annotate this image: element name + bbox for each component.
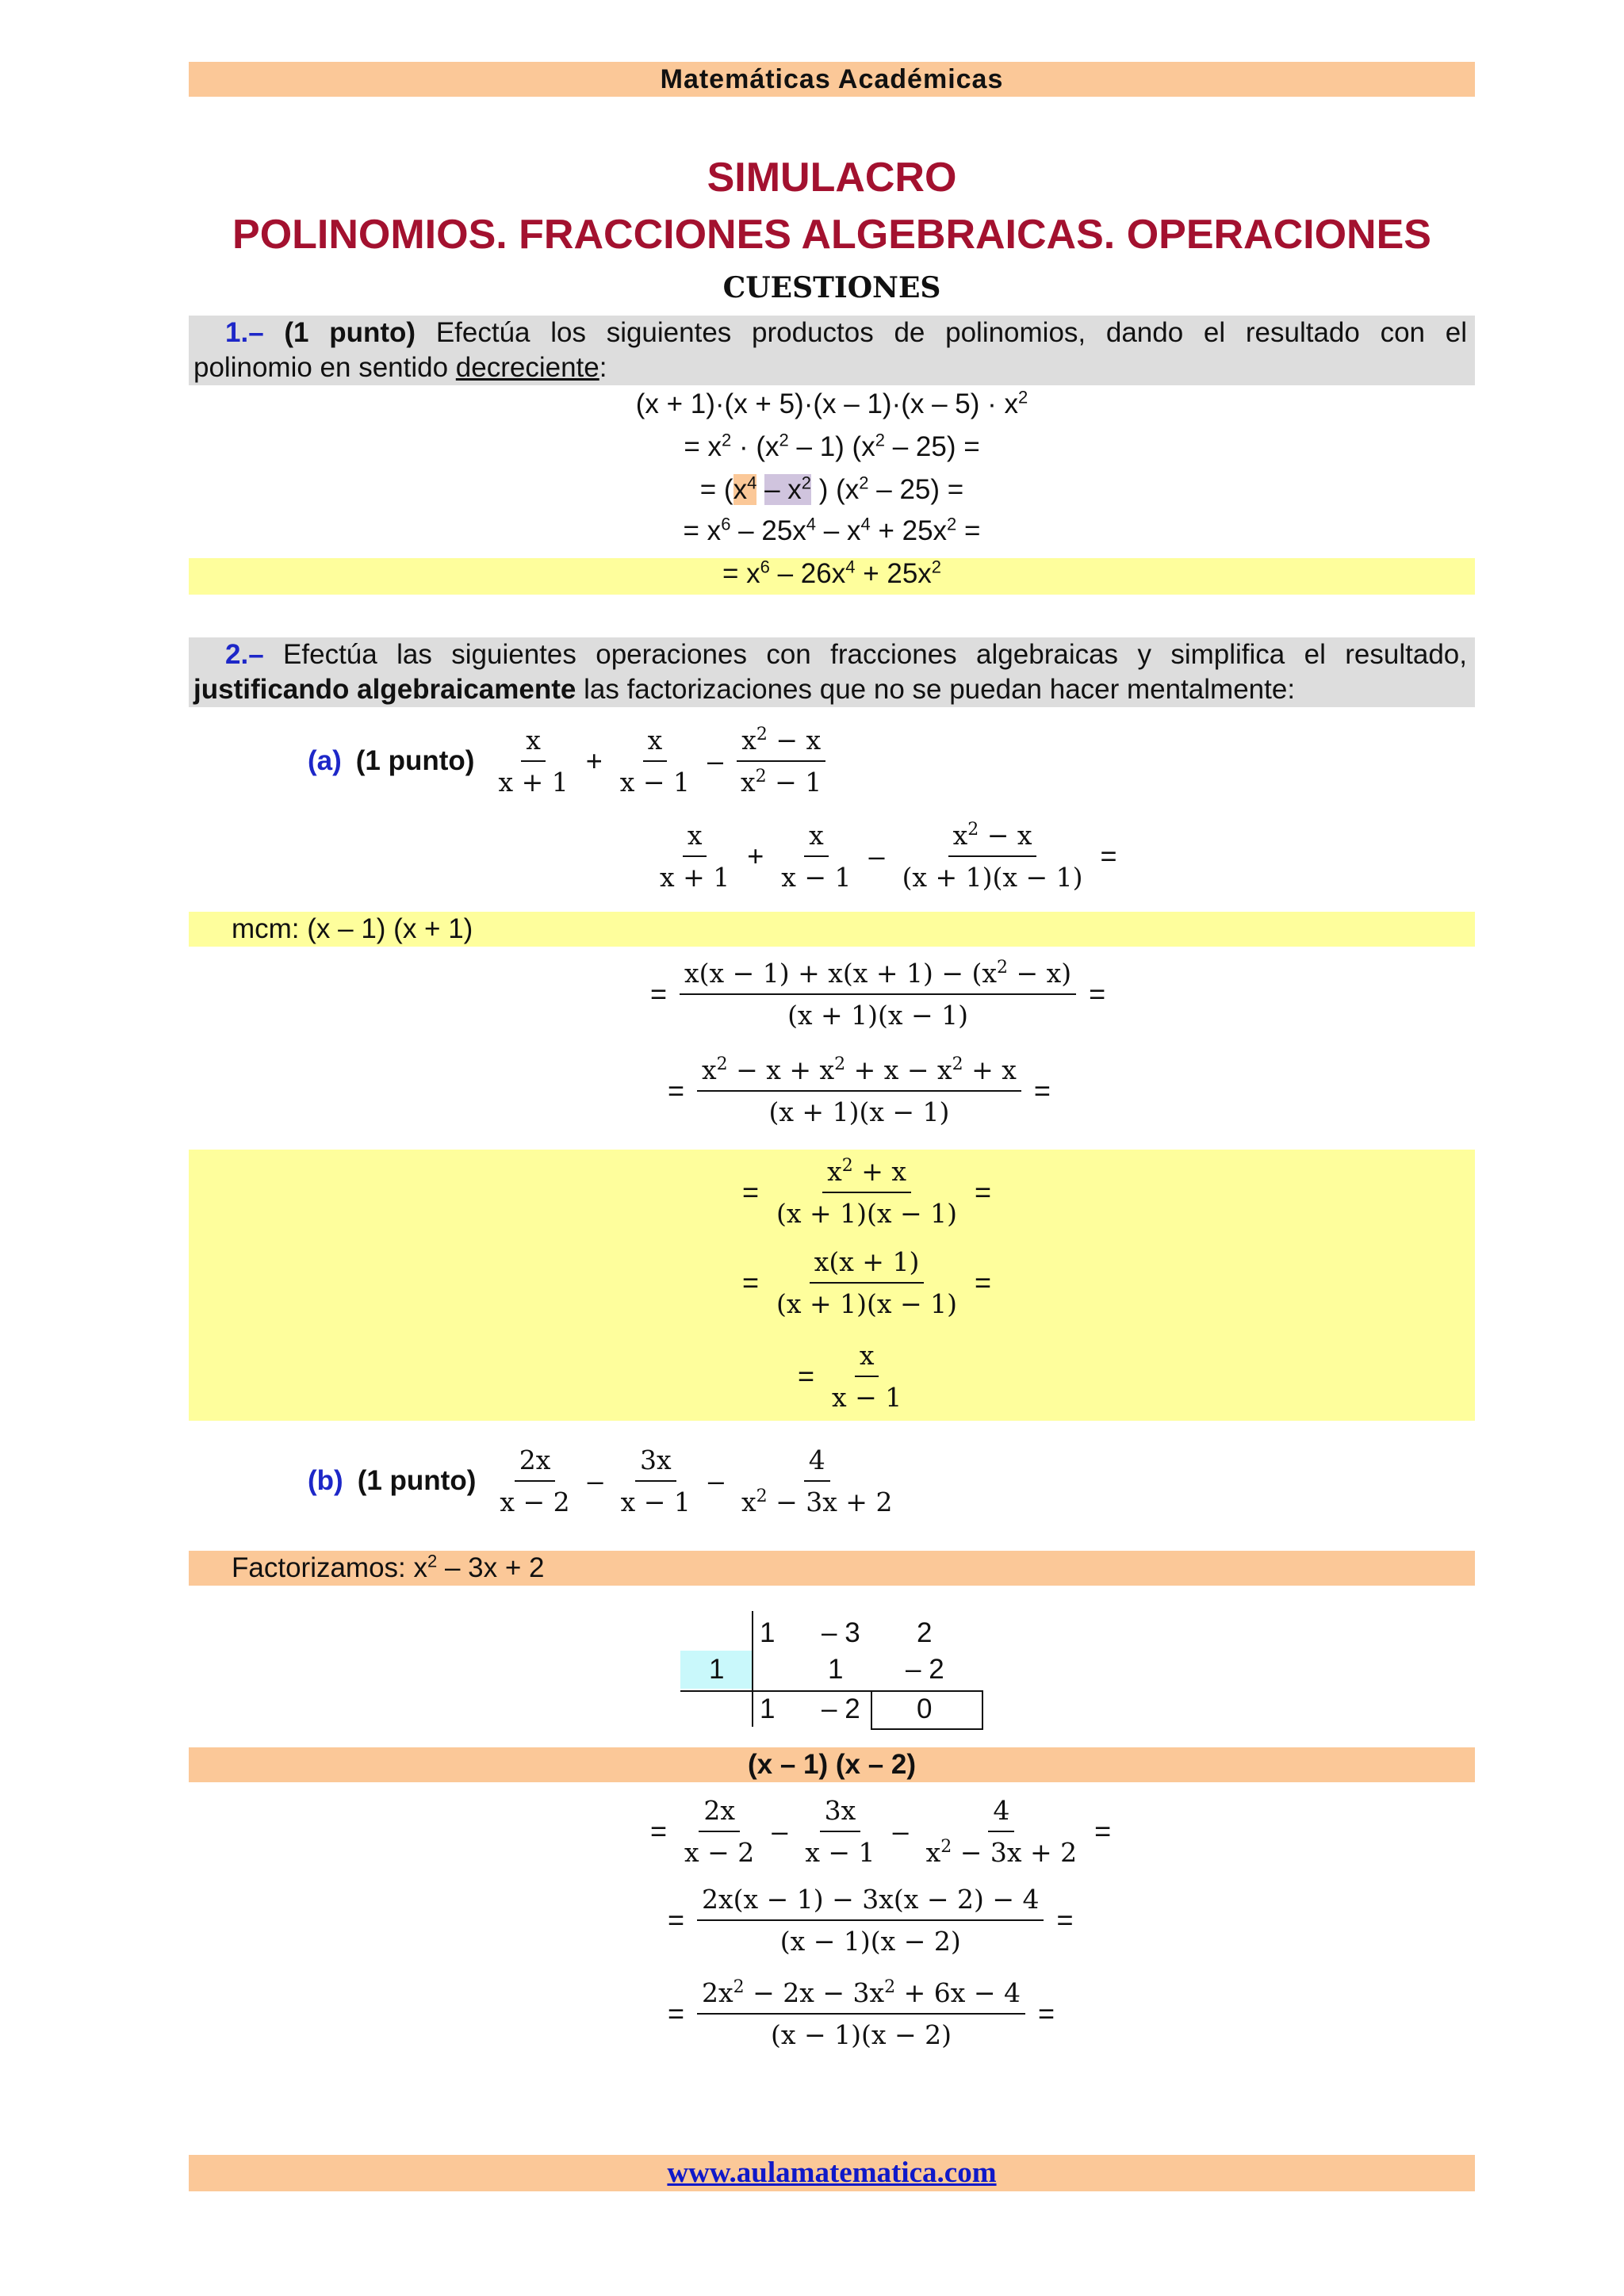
q2b-step2: = $\frac{2x(x - 1) - 3x(x - 2) - 4}{(x - 1)(x - 2)}$ =	[668, 1884, 1074, 1957]
q2b-step3: = $\frac{2x^2 - 2x - 3x^2 + 6x - 4}{(x - 1)(x - 2)}$ =	[668, 1977, 1055, 2050]
q2a-label: (a)	[308, 745, 342, 776]
q1-statement-line2	[193, 350, 607, 385]
q1-text-c: :	[599, 352, 607, 383]
q2-statement-line1	[193, 637, 1467, 672]
q2b-statement: (b) (1 punto) $\frac{2x}{x - 2}$ – $\frac{3x}{x - 1}$ – $\frac{4}{x^2 - 3x + 2}$	[308, 1445, 893, 1517]
q1-step2: = $x^2 \cdot (x^2 - 1)$ $(x^2 - 25)$ =	[684, 430, 980, 462]
q2b-label: (b)	[308, 1465, 343, 1496]
q1-statement-line1	[193, 316, 1467, 350]
q1-step4: = $x^6 - 25x^4 - x^4 + 25x^2$ =	[683, 514, 981, 546]
ruffini-result: 1	[760, 1693, 776, 1724]
ruffini-remainder: 0	[917, 1693, 933, 1724]
q1-step1: $(x + 1)\cdot(x + 5)\cdot(x - 1)\cdot(x - 5) \cdot x^2$	[635, 387, 1028, 419]
mcm-text: mcm: (x – 1) (x + 1)	[232, 913, 473, 944]
q1-underlined: decreciente	[455, 352, 599, 383]
ruffini-coef: 2	[917, 1617, 933, 1648]
title-topic: POLINOMIOS. FRACCIONES ALGEBRAICAS. OPERACIONES	[232, 212, 1431, 258]
ruffini-vline	[752, 1611, 753, 1727]
q2-number: 2.–	[225, 639, 264, 670]
ruffini-root: 1	[709, 1654, 725, 1685]
q2a-step4: = $\frac{x^2 + x}{(x + 1)(x - 1)}$ =	[742, 1156, 992, 1229]
q1-step3: = ($x^4 - x^2$ ) $(x^2 - 25)$ =	[699, 473, 964, 505]
footer-link[interactable]: www.aulamatematica.com	[667, 2156, 997, 2189]
q1-result: = $x^6 - 26x^4 + 25x^2$	[722, 557, 942, 589]
factorizamos-poly: – 3x + 2	[437, 1552, 545, 1583]
header-title: Matemáticas Académicas	[660, 64, 1004, 94]
q2a-step2: = $\frac{x(x - 1) + x(x + 1) - (x^2 - x)}{(x + 1)(x - 1)}$ =	[650, 958, 1106, 1031]
q2b-points: (1 punto)	[357, 1465, 477, 1496]
q2-text: Efectúa las siguientes operaciones con fracciones algebraicas y simplifica el resultado,	[283, 639, 1467, 670]
factorizamos-text: Factorizamos: $x^2 - 3x + 2$	[232, 1551, 545, 1583]
ruffini-coef: 1	[760, 1617, 776, 1648]
fraction: $\frac{x^2 - x}{x^2 - 1}$	[736, 725, 826, 798]
ruffini-mid: 1	[828, 1654, 844, 1685]
ruffini-result: – 2	[822, 1693, 860, 1724]
q2a-result: = $\frac{x}{x - 1}$	[798, 1340, 902, 1413]
ruffini-mid: – 2	[906, 1654, 944, 1685]
q2a-points: (1 punto)	[355, 745, 475, 776]
section-heading: CUESTIONES	[722, 271, 941, 304]
q1-text-b: polinomio en sentido	[193, 352, 449, 383]
factor-result: (x – 1) (x – 2)	[747, 1749, 917, 1780]
q2a-statement: (a) (1 punto) $\frac{x}{x + 1}$ + $\frac{x}{x - 1}$ – $\frac{x^2 - x}{x^2 - 1}$	[308, 725, 831, 798]
q1-text: Efectúa los siguientes productos de polinomios, dando el resultado con el	[435, 317, 1467, 348]
q2a-step1: $\frac{x}{x + 1}$ + $\frac{x}{x - 1}$ – $\frac{x^2 - x}{(x + 1)(x - 1)}$ =	[660, 820, 1117, 893]
title-simulacro: SIMULACRO	[707, 155, 957, 201]
fraction: $\frac{x}{x - 1}$	[619, 725, 690, 798]
q2-text-b: las factorizaciones que no se puedan hacer mentalmente:	[584, 674, 1296, 705]
q2a-step3: = $\frac{x^2 - x + x^2 + x - x^2 + x}{(x + 1)(x - 1)}$ =	[668, 1054, 1051, 1127]
q1-points: (1 punto)	[284, 317, 416, 348]
q1-number: 1.–	[225, 317, 264, 348]
q2b-step1: = $\frac{2x}{x - 2}$ – $\frac{3x}{x - 1}$ – $\frac{4}{x^2 - 3x + 2}$ =	[650, 1795, 1112, 1868]
page-footer	[189, 2155, 1475, 2191]
ruffini-coef: – 3	[822, 1617, 860, 1648]
page-header	[189, 62, 1475, 97]
factorizamos-label: Factorizamos: x	[232, 1552, 427, 1583]
q2-statement-line2	[193, 672, 1295, 707]
q2-bold-text: justificando algebraicamente	[193, 674, 576, 705]
q2a-step5: = $\frac{x(x + 1)}{(x + 1)(x - 1)}$ =	[742, 1246, 992, 1319]
fraction: $\frac{x}{x + 1}$	[498, 725, 569, 798]
